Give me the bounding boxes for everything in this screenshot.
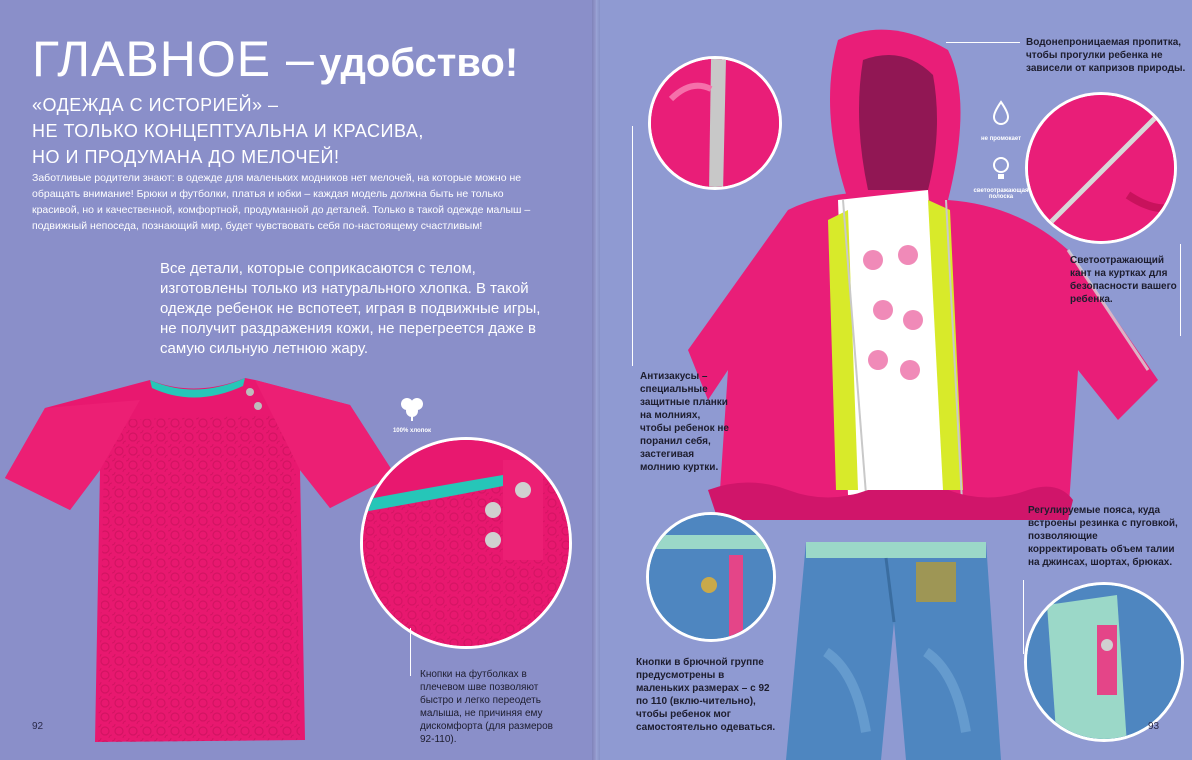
shoulder-buttons-detail <box>363 440 572 649</box>
adjustable-waist-detail <box>1027 585 1184 742</box>
headline-thin: ГЛАВНОЕ – <box>32 31 315 87</box>
waist-caption: Регулируемые пояса, куда встроены резинка с пуговкой, позволяющие корректировать объем талии на джинсах, шортах, брюках. <box>1028 505 1178 568</box>
light-bulb-icon <box>990 154 1012 182</box>
reflective-caption: Светоотражающий кант на куртках для безопасности вашего ребенка. <box>1070 255 1177 305</box>
hood-caption: Водонепроницаемая пропитка, чтобы прогулки ребенка не зависели от капризов природы. <box>1026 37 1186 74</box>
hood-pointer <box>946 42 1020 43</box>
jeans-fly-circle <box>646 512 776 642</box>
zipper-detail-circle <box>648 56 782 190</box>
badge-waterproof: не промокает <box>980 136 1022 142</box>
subhead-line: «ОДЕЖДА С ИСТОРИЕЙ» – <box>32 95 279 115</box>
subheadline <box>32 92 424 170</box>
tshirt-buttons-caption: Кнопки на футболках в плечевом шве позволяют быстро и легко переодеть малыша, не причиняя ему дискомфорта (для размеров 92-110). <box>420 669 553 745</box>
page-number-left: 92 <box>32 721 44 732</box>
tshirt-detail-circle <box>360 437 572 649</box>
spread-spine <box>592 0 600 760</box>
sleeve-reflective-circle <box>1025 92 1177 244</box>
jeans-image <box>766 532 1016 760</box>
subhead-line: НО И ПРОДУМАНА ДО МЕЛОЧЕЙ! <box>32 147 340 167</box>
jeans-fly-detail <box>649 515 776 642</box>
reflective-sleeve-detail <box>1028 95 1177 244</box>
right-page <box>596 0 1192 760</box>
intro-paragraph: Заботливые родители знают: в одежде для маленьких модников нет мелочей, на которые можно не обращать внимание! Брюки и футболки, платья и юбки – каждая модель должна быть не только красивой, но и качественной, комфортной, продуманной до деталей. Только в такой одежде малыш – подвижный непоседа, познающий мир, будет чувствовать себя по-настоящему счастливым! <box>32 172 531 232</box>
waist-detail-circle <box>1024 582 1184 742</box>
caption-pointer <box>410 628 411 676</box>
page-headline <box>32 30 518 88</box>
antibite-pointer <box>632 126 633 366</box>
cotton-badge: 100% хлопок <box>392 428 432 434</box>
headline-bold: удобство! <box>319 41 519 85</box>
buttons-pointer <box>1023 580 1024 654</box>
trouser-buttons-caption: Кнопки в брючной группе предусмотрены в маленьких размерах – с 92 по 110 (вклю-чительно), чтобы ребенок мог самостоятельно одеваться. <box>636 657 776 733</box>
zipper-detail <box>651 59 782 190</box>
page-number-right: 93 <box>1148 721 1160 732</box>
cotton-icon <box>398 394 426 422</box>
subhead-line: НЕ ТОЛЬКО КОНЦЕПТУАЛЬНА И КРАСИВА, <box>32 121 424 141</box>
tshirt-image <box>0 360 400 760</box>
lead-paragraph: Все детали, которые соприкасаются с телом, изготовлены только из натурального хлопка. В такой одежде ребенок не вспотеет, играя в подвижные игры, не получит раздражения кожи, не перегреется даже в самую сильную летнюю жару. <box>160 260 541 357</box>
reflective-pointer <box>1180 244 1181 336</box>
water-drop-icon <box>990 100 1012 126</box>
antibite-caption: Антизакусы – специальные защитные планки на молниях, чтобы ребенок не поранил себя, застегивая молнию куртки. <box>640 371 729 473</box>
badge-reflective: светоотражающая полоска <box>973 188 1029 200</box>
